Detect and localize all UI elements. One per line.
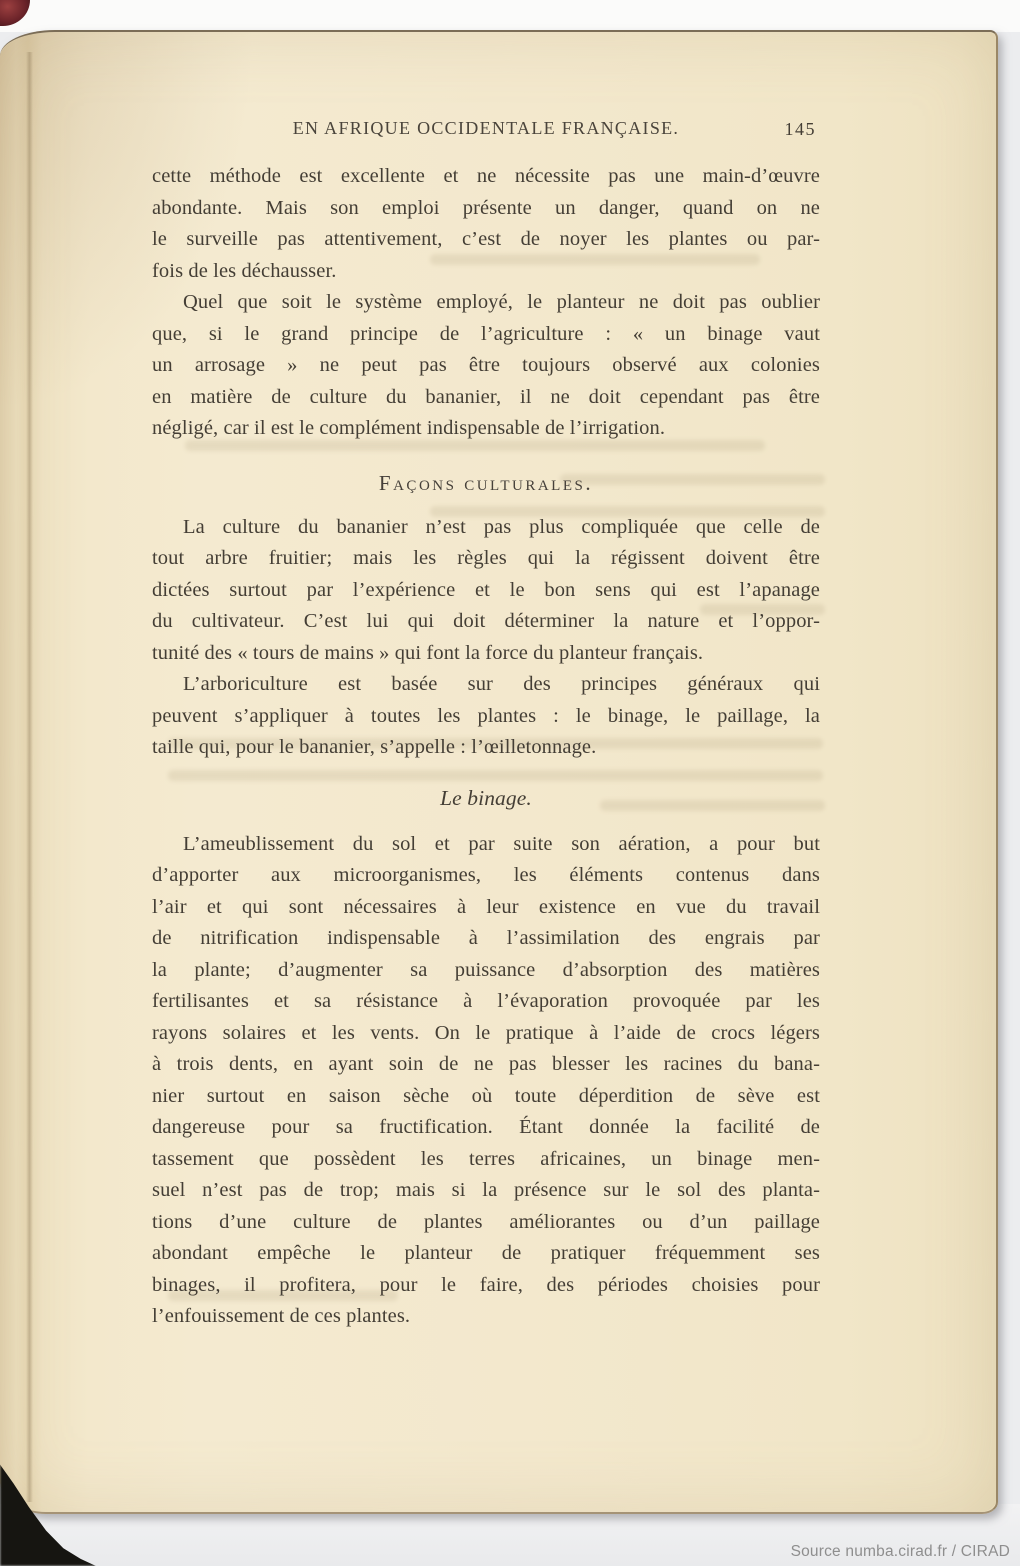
text-line: que, si le grand principe de l’agriculture : « un binage vaut	[152, 322, 820, 345]
text-line: nier surtout en saison sèche où toute déperdition de sève est	[152, 1084, 820, 1107]
text-column	[152, 32, 820, 1333]
text-line: cette méthode est excellente et ne nécessite pas une main-d’œuvre	[152, 165, 820, 187]
italic-heading: Le binage.	[440, 785, 532, 810]
text-line: fois de les déchausser.	[152, 259, 337, 282]
text-line: en matière de culture du bananier, il ne doit cependant pas être	[152, 385, 820, 408]
text-line: de nitrification indispensable à l’assimilation des engrais par	[152, 927, 820, 949]
text-line: tout arbre fruitier; mais les règles qui la régissent doivent être	[152, 547, 820, 569]
text-line: tions d’une culture de plantes améliorantes ou d’un paillage	[152, 1210, 820, 1233]
page-header	[152, 118, 820, 142]
text-line: dangereuse pour sa fructification. Étant donnée la facilité de	[152, 1116, 820, 1138]
text-line: à trois dents, en ayant soin de ne pas blesser les racines du bana-	[152, 1053, 820, 1075]
text-line: d’apporter aux microorganismes, les éléments contenus dans	[152, 864, 820, 886]
text-line: peuvent s’appliquer à toutes les plantes : le binage, le paillage, la	[152, 704, 820, 727]
text-line: fertilisantes et sa résistance à l’évaporation provoquée par les	[152, 990, 820, 1012]
text-line: abondant empêche le planteur de pratiquer fréquemment ses	[152, 1242, 820, 1264]
text-line: rayons solaires et les vents. On le pratique à l’aide de crocs légers	[152, 1021, 820, 1044]
text-line: binages, il profitera, pour le faire, des périodes choisies pour	[152, 1273, 820, 1296]
book-page	[0, 30, 998, 1514]
running-title: EN AFRIQUE OCCIDENTALE FRANÇAISE.	[292, 118, 680, 138]
text-line: L’ameublissement du sol et par suite son aération, a pour but	[183, 832, 820, 855]
source-attribution: Source numba.cirad.fr / CIRAD	[790, 1543, 1010, 1560]
text-line: L’arboriculture est basée sur des principes généraux qui	[183, 673, 820, 695]
text-line: tunité des « tours de mains » qui font la force du planteur français.	[152, 641, 704, 664]
text-line: la plante; d’augmenter sa puissance d’absorption des matières	[152, 958, 820, 981]
text-line: un arrosage » ne peut pas être toujours observé aux colonies	[152, 354, 820, 376]
text-line: du cultivateur. C’est lui qui doit déterminer la nature et l’oppor-	[152, 610, 820, 632]
section-heading: Façons culturales.	[378, 470, 594, 495]
text-line: le surveille pas attentivement, c’est de noyer les plantes ou par-	[152, 228, 820, 250]
page-body	[152, 161, 820, 1333]
text-line: tassement que possèdent les terres africaines, un binage men-	[152, 1147, 820, 1170]
text-line: La culture du bananier n’est pas plus compliquée que celle de	[183, 515, 820, 538]
scanner-background-top	[0, 0, 1020, 32]
gutter-crease	[26, 52, 33, 1502]
page-number: 145	[784, 119, 816, 139]
text-line: dictées surtout par l’expérience et le bon sens qui est l’apanage	[152, 578, 820, 601]
text-line: l’enfouissement de ces plantes.	[152, 1305, 411, 1327]
text-line: suel n’est pas de trop; mais si la présence sur le sol des planta-	[152, 1179, 820, 1201]
text-line: Quel que soit le système employé, le planteur ne doit pas oublier	[183, 291, 820, 313]
text-line: négligé, car il est le complément indispensable de l’irrigation.	[152, 417, 666, 439]
text-line: taille qui, pour le bananier, s’appelle : l’œilletonnage.	[152, 736, 597, 758]
text-line: l’air et qui sont nécessaires à leur existence en vue du travail	[152, 895, 820, 918]
text-line: abondante. Mais son emploi présente un danger, quand on ne	[152, 196, 820, 219]
